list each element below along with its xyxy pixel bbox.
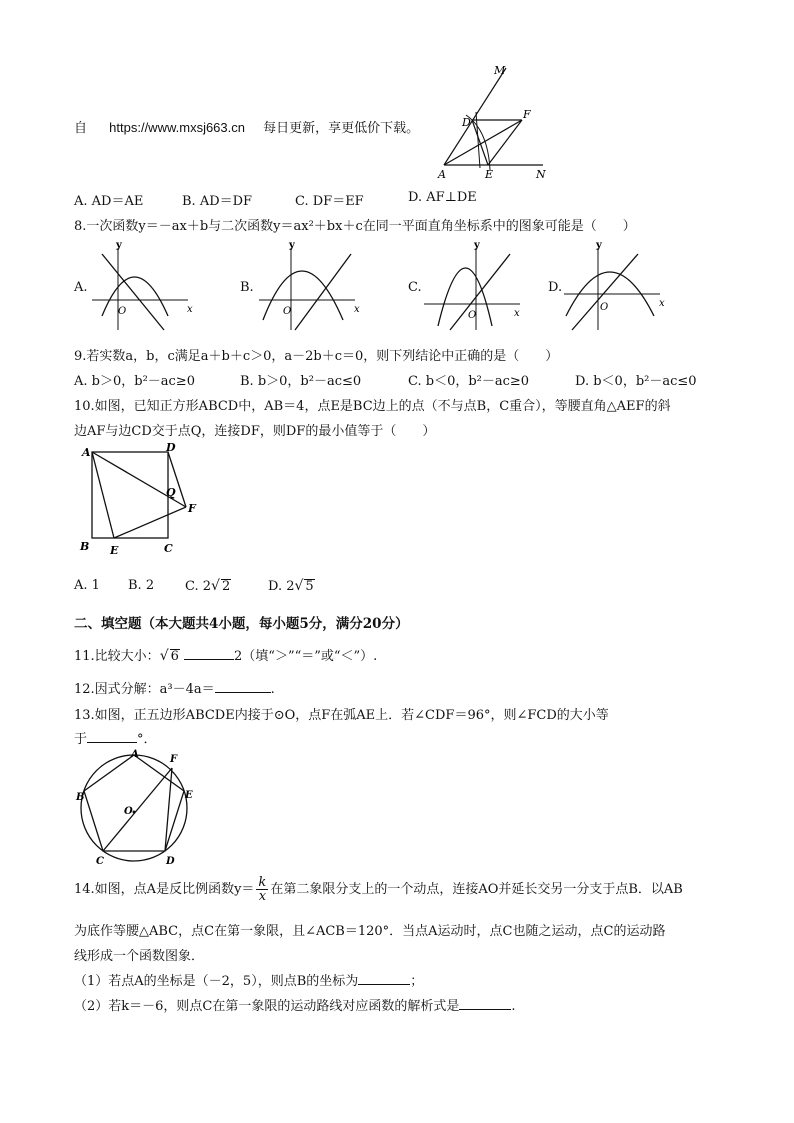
q8-label-d: D. (548, 280, 563, 295)
line-AF (444, 120, 522, 165)
q11-mid: 2（填“＞”“＝”或“＜”）. (234, 649, 378, 664)
q10-option-c-label: C. 2 (185, 579, 212, 594)
q8-text: 8.一次函数y＝－ax＋b与二次函数y＝ax²＋bx＋c在同一平面直角坐标系中的图象可能是（ ） (74, 219, 636, 234)
q14-sub1 (74, 970, 423, 989)
q14-line3: 线形成一个函数图象． (74, 949, 205, 964)
label-B: B (76, 792, 85, 803)
sqrt-icon: √ (159, 648, 169, 664)
q7-option-a: A. AD＝AE (74, 194, 144, 209)
q7-option-c: C. DF＝EF (295, 194, 364, 209)
figure-q10 (74, 442, 214, 562)
q13-line2a: 于 (74, 732, 88, 747)
parabola (263, 271, 343, 320)
x-label: x (514, 308, 520, 319)
center-point (133, 811, 136, 814)
label-N: N (536, 168, 546, 180)
q14-sub2 (74, 995, 516, 1014)
q14-fraction (256, 876, 268, 903)
o-label: O (283, 306, 292, 317)
parabola (102, 277, 168, 316)
q14-sub2-text: （2）若k＝－6，则点C在第一象限的运动路线对应函数的解析式是 (74, 999, 460, 1014)
label-M: M (494, 64, 506, 77)
q9-text: 9.若实数a，b，c满足a＋b＋c＞0，a－2b＋c＝0，则下列结论中正确的是（ ） (74, 349, 559, 364)
q12-blank[interactable] (215, 680, 271, 693)
q14-line1b: 在第二象限分支上的一个动点，连接AO并延长交另一分支于点B．以AB (270, 882, 683, 897)
q8-graph-c (420, 240, 530, 332)
q12 (74, 678, 275, 697)
q13-line2 (74, 728, 157, 747)
q11-radicand: 6 (170, 649, 179, 664)
q10-option-d-label: D. 2 (268, 579, 295, 594)
q8-label-a: A. (74, 280, 88, 295)
sqrt-icon: √ (211, 578, 220, 594)
label-A: A (131, 749, 139, 760)
line-EF (114, 507, 186, 538)
q10-option-b: B. 2 (128, 578, 155, 593)
radicand: 5 (305, 579, 314, 594)
q14-line1a: 14.如图，点A是反比例函数y＝ (74, 882, 255, 897)
label-C: C (164, 542, 173, 555)
q9-option-a: A. b＞0，b²－ac≥0 (74, 374, 195, 389)
q8-graph-b (255, 240, 365, 332)
frac-den: x (258, 889, 267, 904)
q13-blank[interactable] (87, 730, 137, 743)
header-line (74, 117, 419, 136)
q8-label-c: C. (408, 280, 422, 295)
label-Q: Q (166, 486, 176, 499)
header-url[interactable]: https://www.mxsj663.cn (109, 120, 245, 135)
q10-line1: 10.如图，已知正方形ABCD中，AB＝4，点E是BC边上的点（不与点B，C重合），等腰直角△AEF的斜 (74, 399, 671, 414)
figure-q7 (430, 60, 555, 180)
o-label: O (468, 310, 477, 321)
line-CF (103, 768, 172, 851)
q10-option-c (185, 578, 231, 594)
line (450, 254, 510, 330)
q7-option-b: B. AD＝DF (182, 194, 253, 209)
sqrt-icon: √ (294, 578, 304, 594)
q13-line2b: °． (137, 732, 157, 747)
label-E: E (485, 168, 494, 180)
label-B: B (80, 540, 90, 553)
y-label: y (116, 240, 122, 251)
q9-option-c: C. b＜0，b²－ac≥0 (408, 374, 530, 389)
q8-graph-d (560, 240, 670, 332)
header-prefix: 自 (74, 121, 88, 136)
radicand: 2 (221, 579, 231, 594)
label-D: D (166, 856, 175, 867)
y-label: y (289, 240, 295, 251)
o-label: O (118, 306, 127, 317)
label-C: C (96, 856, 104, 867)
figure-q13 (74, 748, 199, 870)
q8-label-b: B. (240, 280, 254, 295)
x-label: x (659, 298, 665, 309)
line-EF (488, 120, 522, 165)
q14-line2: 为底作等腰△ABC，点C在第一象限，且∠ACB＝120°．当点A运动时，点C也随之运动，点C的运动路 (74, 924, 666, 939)
y-label: y (596, 240, 602, 251)
label-O: O (124, 806, 133, 817)
q7-option-d: D. AF⊥DE (408, 190, 477, 205)
label-A: A (82, 446, 91, 459)
q9-option-d: D. b＜0，b²－ac≤0 (575, 374, 697, 389)
q10-option-a: A. 1 (74, 578, 100, 593)
q10-line2: 边AF与边CD交于点Q，连接DF，则DF的最小值等于（ ） (74, 424, 436, 439)
q14-sub1-text: （1）若点A的坐标是（－2，5），则点B的坐标为 (74, 974, 359, 989)
line-AM (444, 68, 506, 165)
q11 (74, 645, 377, 664)
q9-option-b: B. b＞0，b²－ac≤0 (240, 374, 362, 389)
section-2-title: 二、填空题（本大题共4小题，每小题5分，满分20分） (74, 616, 409, 632)
q11-blank[interactable] (184, 647, 234, 660)
q13-line1: 13.如图，正五边形ABCDE内接于⊙O，点F在弧AE上．若∠CDF＝96°，则∠FCD的大小等 (74, 708, 609, 723)
label-D: D (462, 116, 471, 129)
q14-sub2-blank[interactable] (459, 997, 511, 1010)
label-E: E (110, 544, 119, 557)
q12-text: 12.因式分解：a³－4a＝ (74, 682, 215, 697)
label-F: F (170, 754, 178, 765)
label-A: A (438, 168, 446, 180)
line (572, 254, 638, 330)
q14-sub1-blank[interactable] (358, 972, 410, 985)
label-F: F (188, 502, 196, 515)
frac-num: k (258, 875, 267, 890)
label-E: E (185, 790, 193, 801)
q10-option-d (268, 578, 315, 594)
x-label: x (187, 304, 193, 315)
label-F: F (523, 108, 531, 121)
q14-line1 (74, 876, 683, 903)
parabola (438, 268, 492, 326)
o-label: O (600, 302, 609, 313)
x-label: x (354, 304, 360, 315)
q14-sub2-end: . (511, 999, 516, 1014)
header-slogan: 每日更新，享更低价下载。 (263, 121, 420, 136)
y-label: y (474, 240, 480, 251)
label-D: D (166, 442, 176, 454)
line-AE (92, 452, 114, 538)
circle-O (81, 755, 187, 861)
q8-graph-a (88, 240, 198, 332)
q11-prefix: 11.比较大小： (74, 649, 160, 664)
q12-end: . (270, 682, 275, 697)
q14-sub1-end: ； (410, 974, 424, 989)
